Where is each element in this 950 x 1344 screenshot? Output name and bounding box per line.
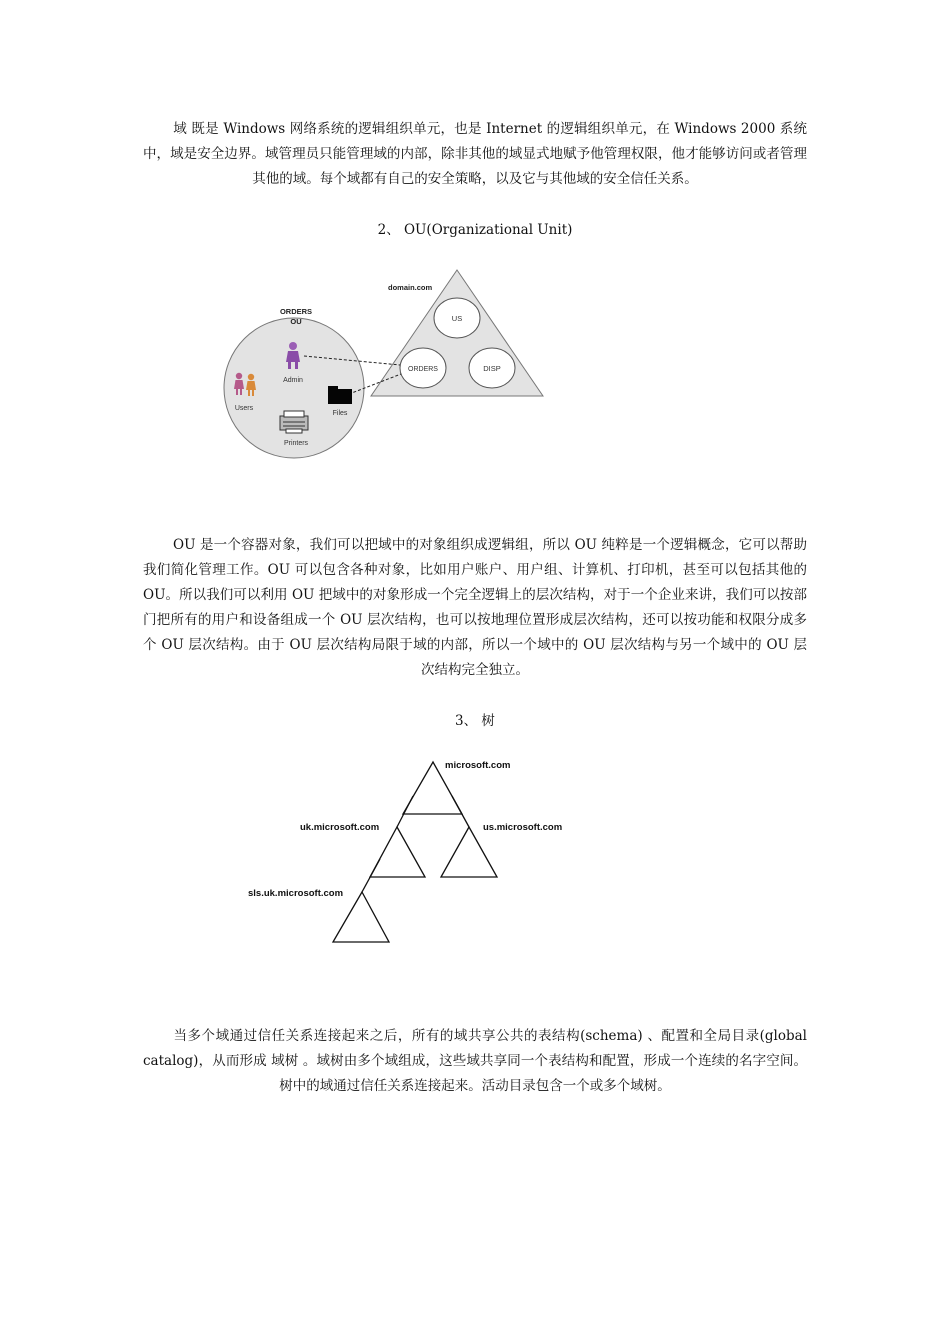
ou-subtitle: OU <box>290 317 302 326</box>
node-sls-label: sls.uk.microsoft.com <box>248 888 344 899</box>
link-root-us <box>452 796 469 827</box>
paragraph-tree <box>143 1024 807 1099</box>
paragraph-tree-text: 当多个域通过信任关系连接起来之后，所有的域共享公共的表结构(schema) 、配置和全局目录(global catalog)，从而形成 域树 。域树由多个域组成，这些域共享同一个表结构和配置，形成一个连续的名字空间。树中的域通过信任关系连接起来。活动目录包含一个或多个域树。 <box>143 1028 807 1094</box>
node-disp-label: DISP <box>483 364 501 373</box>
tree-diagram <box>240 752 580 952</box>
heading-tree: 3、 树 <box>455 713 495 729</box>
triangle-us <box>441 827 497 877</box>
heading-ou: 2、 OU(Organizational Unit) <box>377 222 573 238</box>
paragraph-ou <box>143 533 807 683</box>
node-us-label: US <box>451 314 463 323</box>
paragraph-domain-text: 域 既是 Windows 网络系统的逻辑组织单元，也是 Internet 的逻辑组织单元，在 Windows 2000 系统中，域是安全边界。域管理员只能管理域的内部，除非其他的域显式地赋予他管理权限，他才能够访问或者管理其他的域。每个域都有自己的安全策略，以及它与其他域的安全信任关系。 <box>143 121 807 187</box>
triangle-uk <box>370 827 425 877</box>
printer-icon <box>280 411 308 433</box>
node-orders-label: ORDERS <box>408 366 438 373</box>
printers-label: Printers <box>283 440 309 447</box>
triangle-sls <box>333 892 389 942</box>
node-uk-label: uk.microsoft.com <box>300 822 380 833</box>
ou-circle <box>224 318 364 458</box>
paragraph-domain <box>143 117 807 192</box>
ou-diagram <box>220 262 550 462</box>
paragraph-ou-text: OU 是一个容器对象，我们可以把域中的对象组织成逻辑组，所以 OU 纯粹是一个逻辑概念，它可以帮助我们简化管理工作。OU 可以包含各种对象，比如用户账户、用户组、计算机、打印机，甚至可以包括其他的 OU。所以我们可以利用 OU 把域中的对象形成一个完全逻辑上的层次结构，对于一个企业来讲，我们可以按部门把所有的用户和设备组成一个 OU 层次结构，也可以按地理位置形成层次结构，还可以按功能和权限分成多个 OU 层次结构。由于 OU 层次结构局限于域的内部，所以一个域中的 OU 层次结构与另一个域中的 OU 层次结构完全独立。 <box>143 537 807 678</box>
files-label: Files <box>332 410 348 417</box>
domain-label: domain.com <box>388 283 433 292</box>
users-label: Users <box>234 405 254 412</box>
node-root-label: microsoft.com <box>445 760 511 771</box>
node-us-label: us.microsoft.com <box>483 822 563 833</box>
ou-title: ORDERS <box>279 307 313 316</box>
link-uk-sls <box>362 859 380 892</box>
link-root-uk <box>397 796 413 827</box>
admin-label: Admin <box>283 377 303 384</box>
